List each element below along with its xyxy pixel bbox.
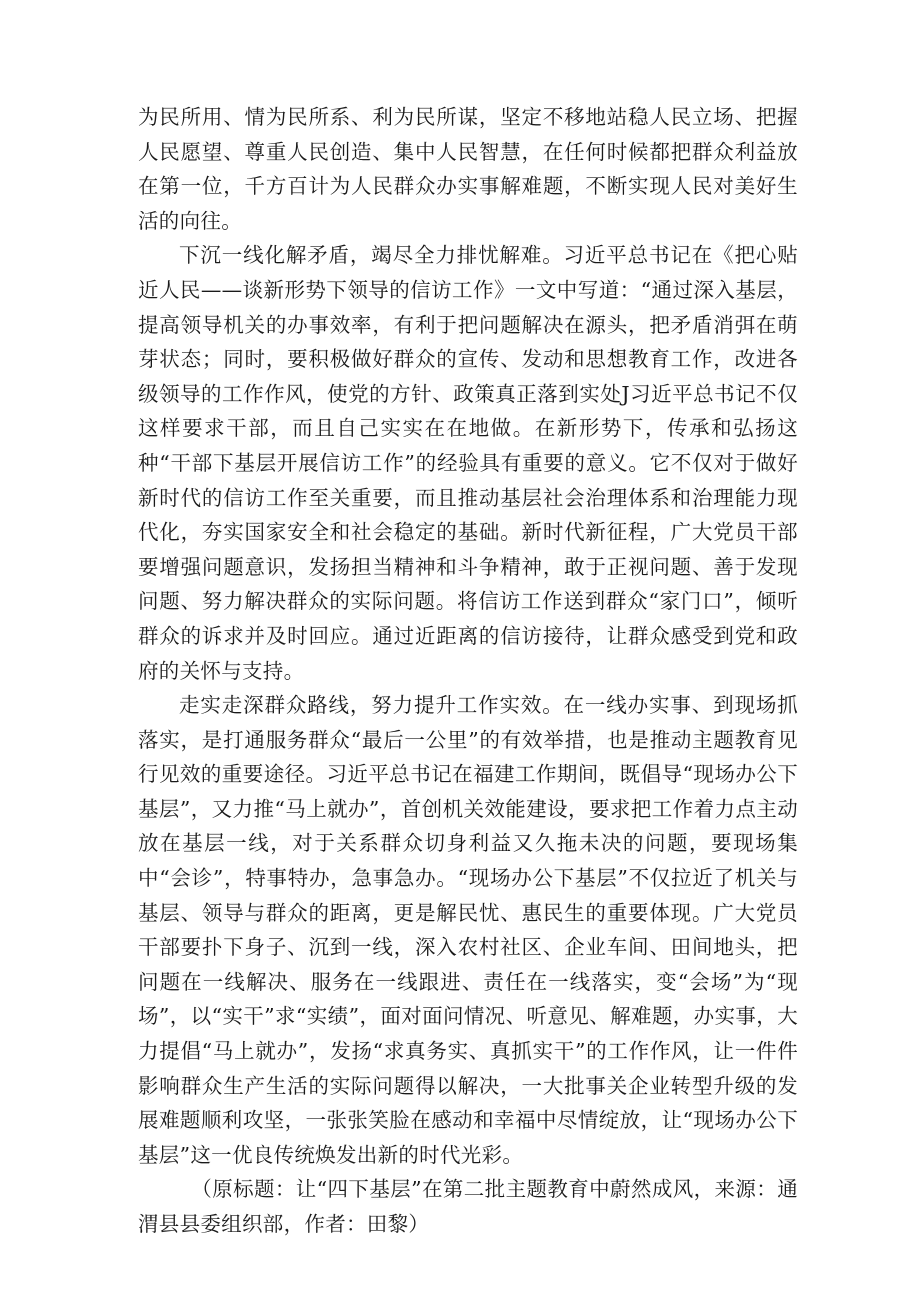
- source-note: （原标题：让“四下基层”在第二批主题教育中蔚然成风，来源：通渭县县委组织部，作者：田黎）: [138, 1177, 798, 1236]
- paragraph-mass-line: 走实走深群众路线，努力提升工作实效。在一线办实事、到现场抓落实，是打通服务群众“最后一公里”的有效举措，也是推动主题教育见行见效的重要途径。习近平总书记在福建工作期间，既倡导“现场办公下基层”，又力推“马上就办”，首创机关效能建设，要求把工作着力点主动放在基层一线，对于关系群众切身利益又久拖未决的问题，要现场集中“会诊”，特事特办，急事急办。“现场办公下基层”不仅拉近了机关与基层、领导与群众的距离，更是解民忧、惠民生的重要体现。广大党员干部要扑下身子、沉到一线，深入农村社区、企业车间、田间地头，把问题在一线解决、服务在一线跟进、责任在一线落实，变“会场”为“现场”，以“实干”求“实绩”，面对面问情况、听意见、解难题，办实事，大力提倡“马上就办”，发扬“求真务实、真抓实干”的工作作风，让一件件影响群众生产生活的实际问题得以解决，一大批事关企业转型升级的发展难题顺利攻坚，一张张笑脸在感动和幸福中尽情绽放，让“现场办公下基层”这一优良传统焕发出新的时代光彩。: [138, 693, 798, 1167]
- paragraph-grassroots-petition: 下沉一线化解矛盾，竭尽全力排忧解难。习近平总书记在《把心贴近人民——谈新形势下领导的信访工作》一文中写道：“通过深入基层，提高领导机关的办事效率，有利于把问题解决在源头，把矛盾消弭在萌芽状态；同时，要积极做好群众的宣传、发动和思想教育工作，改进各级领导的工作作风，使党的方针、政策真正落到实处J习近平总书记不仅这样要求干部，而且自己实实在在地做。在新形势下，传承和弘扬这种“干部下基层开展信访工作”的经验具有重要的意义。它不仅对于做好新时代的信访工作至关重要，而且推动基层社会治理体系和治理能力现代化，夯实国家安全和社会稳定的基础。新时代新征程，广大党员干部要增强问题意识，发扬担当精神和斗争精神，敢于正视问题、善于发现问题、努力解决群众的实际问题。将信访工作送到群众“家门口”，倾听群众的诉求并及时回应。通过近距离的信访接待，让群众感受到党和政府的关怀与支持。: [138, 243, 798, 683]
- paragraph-continuation: 为民所用、情为民所系、利为民所谋，坚定不移地站稳人民立场、把握人民愿望、尊重人民创造、集中人民智慧，在任何时候都把群众利益放在第一位，千方百计为人民群众办实事解难题，不断实现人民对美好生活的向往。: [138, 105, 798, 233]
- document-page: [138, 100, 798, 1242]
